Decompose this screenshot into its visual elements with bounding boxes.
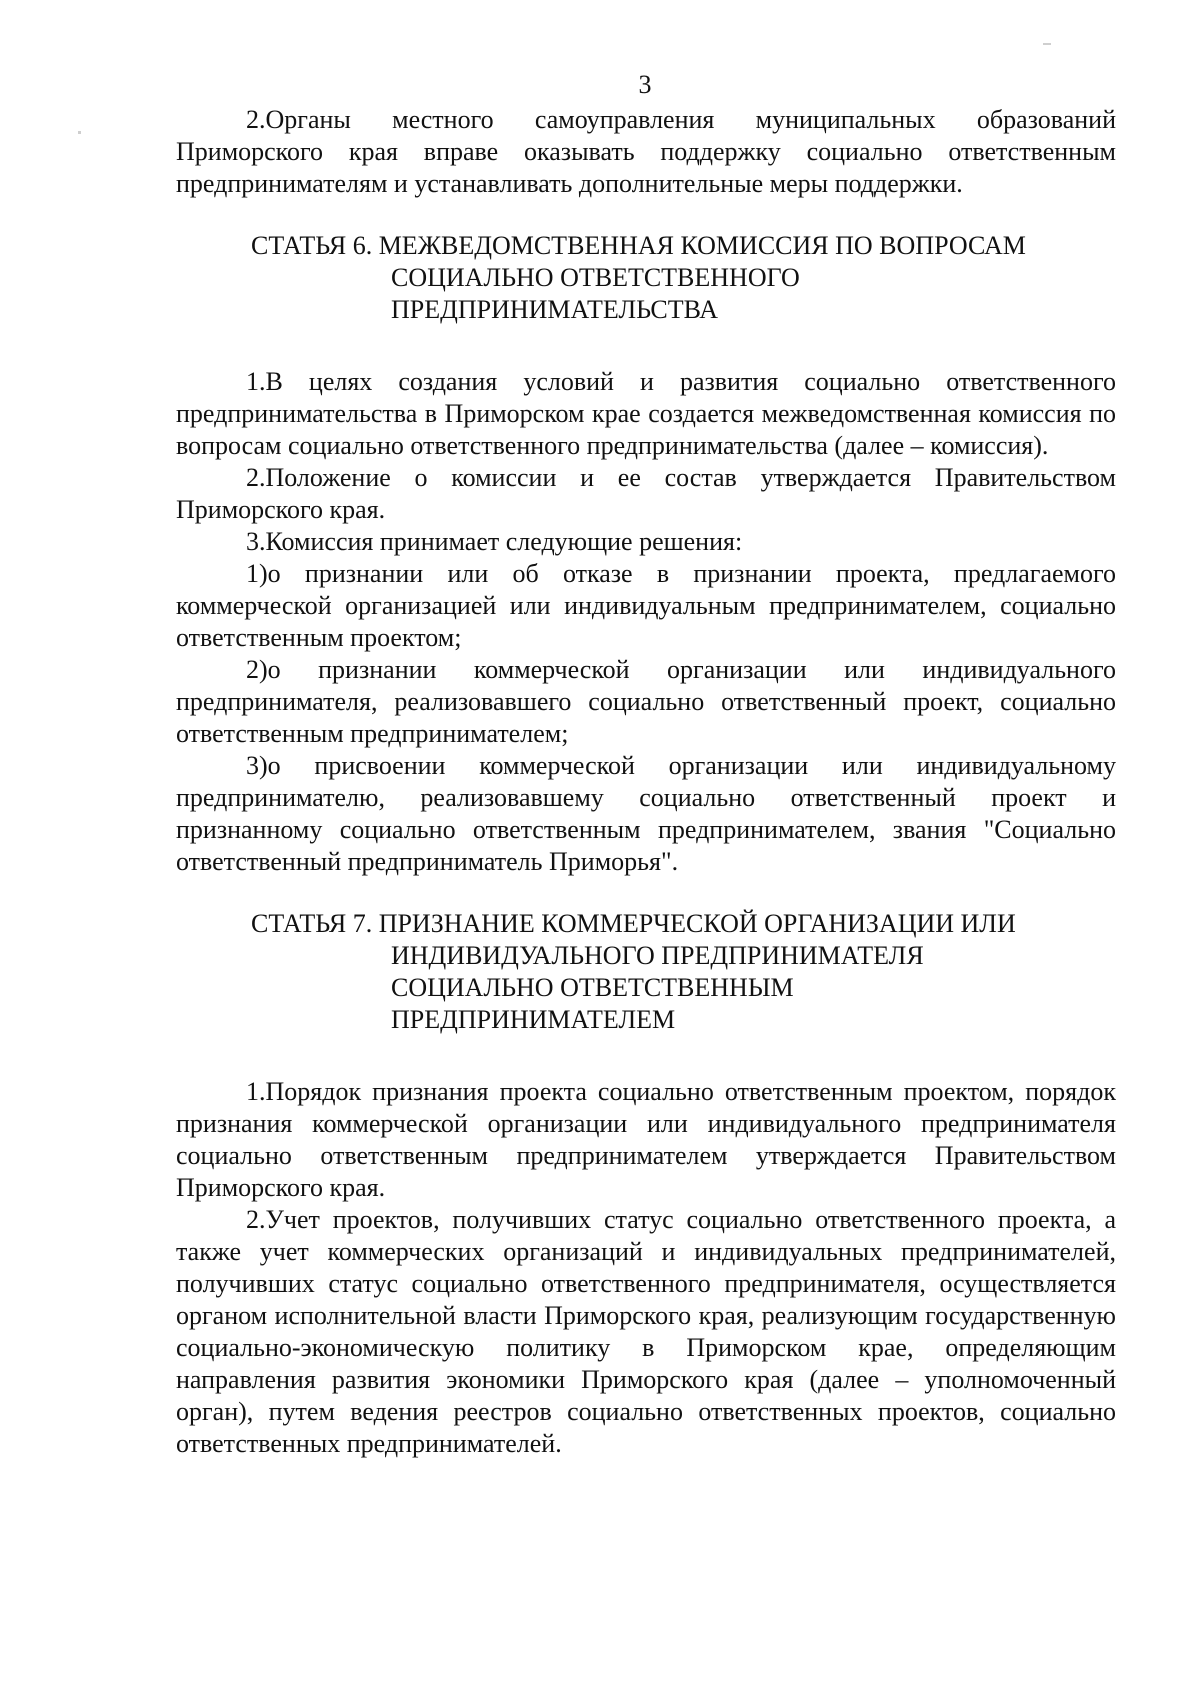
article6-clause2: 2.Положение о комиссии и ее состав утверждается Правительством Приморского края. xyxy=(176,463,1116,524)
article6-heading xyxy=(176,230,1116,326)
article7-heading xyxy=(176,908,1116,1036)
article7-clause2: 2.Учет проектов, получивших статус социально ответственного проекта, а также учет коммерческих организаций и индивидуальных предпринимателей, получивших статус социально ответственного предпринимателя, осуществляется органом исполнительной власти Приморского края, реализующим государственную социально-экономическую политику в Приморском крае, определяющим направления развития экономики Приморского края (далее – уполномоченный орган), путем ведения реестров социально ответственных проектов, социально ответственных предпринимателей. xyxy=(176,1205,1116,1458)
article6-heading-line1: СТАТЬЯ 6. МЕЖВЕДОМСТВЕННАЯ КОМИССИЯ ПО ВОПРОСАМ xyxy=(251,231,1026,260)
article5-clause2: 2.Органы местного самоуправления муниципальных образований Приморского края вправе оказывать поддержку социально ответственным предпринимателям и устанавливать дополнительные меры поддержки. xyxy=(176,105,1116,198)
article7-heading-line3: СОЦИАЛЬНО ОТВЕТСТВЕННЫМ xyxy=(391,973,794,1002)
article6-clause1: 1.В целях создания условий и развития социально ответственного предпринимательства в Приморском крае создается межведомственная комиссия по вопросам социально ответственного предпринимательства (далее – комиссия). xyxy=(176,367,1116,460)
article6-heading-line2: СОЦИАЛЬНО ОТВЕТСТВЕННОГО xyxy=(391,263,800,292)
spacer xyxy=(176,200,1116,230)
spacer xyxy=(176,326,1116,366)
article6-clause3-item1: 1)о признании или об отказе в признании проекта, предлагаемого коммерческой организацией или индивидуальным предпринимателем, социально ответственным проектом; xyxy=(176,559,1116,652)
scan-speck xyxy=(78,131,81,134)
spacer xyxy=(176,1036,1116,1076)
page-number: 3 xyxy=(638,70,652,99)
article7-clause1: 1.Порядок признания проекта социально ответственным проектом, порядок признания коммерческой организации или индивидуального предпринимателя социально ответственным предпринимателем утверждается Правительством Приморского края. xyxy=(176,1077,1116,1202)
article6-clause3-item2: 2)о признании коммерческой организации или индивидуального предпринимателя, реализовавшего социально ответственный проект, социально ответственным предпринимателем; xyxy=(176,655,1116,748)
article6-heading-line3: ПРЕДПРИНИМАТЕЛЬСТВА xyxy=(391,295,719,324)
article7-heading-line1: СТАТЬЯ 7. ПРИЗНАНИЕ КОММЕРЧЕСКОЙ ОРГАНИЗАЦИИ ИЛИ xyxy=(251,909,1016,938)
article6-clause3-item3: 3)о присвоении коммерческой организации или индивидуальному предпринимателю, реализовавшему социально ответственный проект и признанному социально ответственным предпринимателем, звания "Социально ответственный предприниматель Приморья". xyxy=(176,751,1116,876)
article7-heading-line2: ИНДИВИДУАЛЬНОГО ПРЕДПРИНИМАТЕЛЯ xyxy=(391,941,924,970)
article7-heading-line4: ПРЕДПРИНИМАТЕЛЕМ xyxy=(391,1005,676,1034)
scan-speck xyxy=(1043,43,1051,45)
article6-clause3: 3.Комиссия принимает следующие решения: xyxy=(246,527,743,556)
document-body xyxy=(176,104,1116,1460)
spacer xyxy=(176,878,1116,908)
